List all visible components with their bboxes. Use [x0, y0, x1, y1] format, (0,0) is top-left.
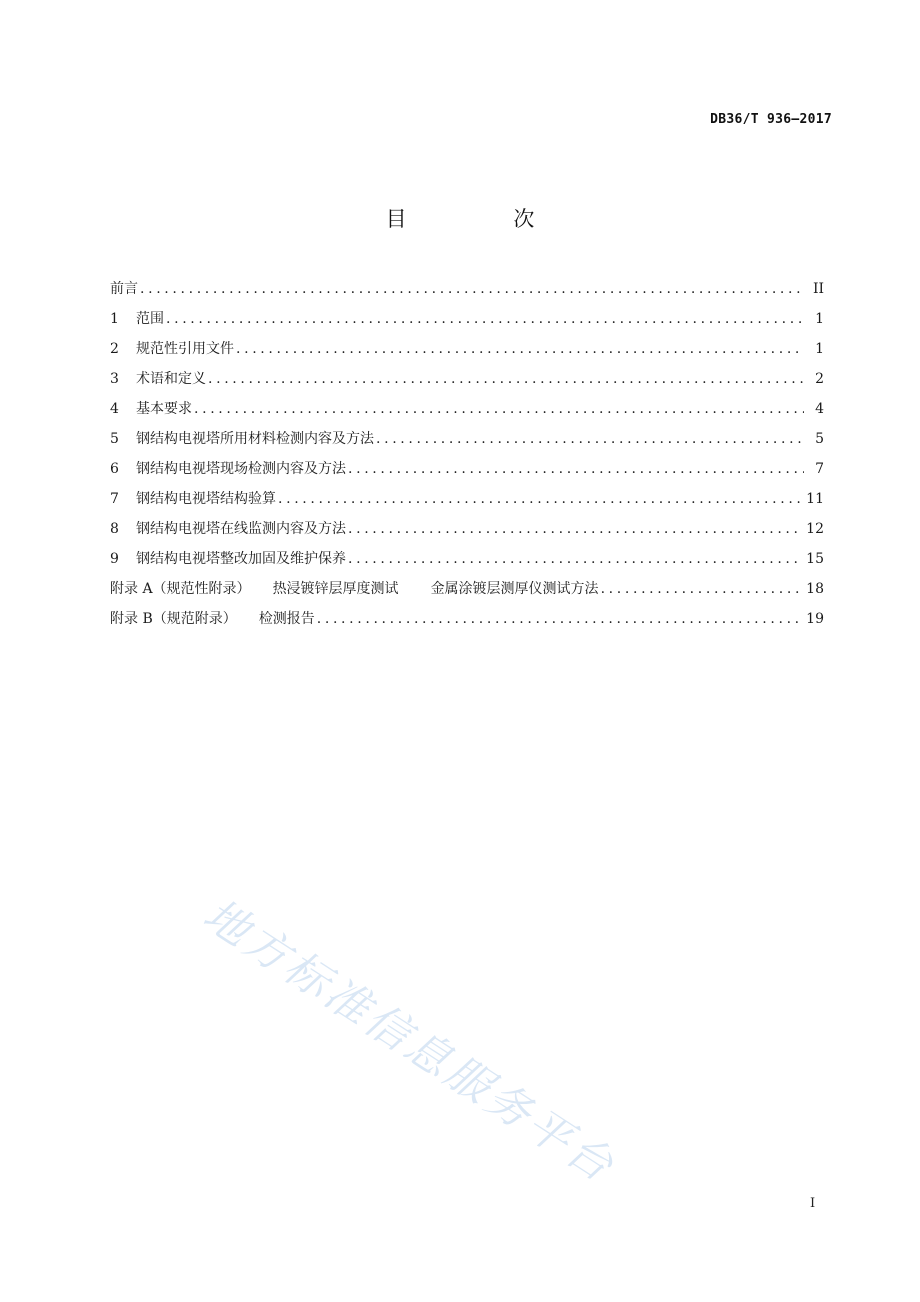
toc-entry-label: 术语和定义: [136, 371, 206, 387]
toc-entry-label: 规范性引用文件: [136, 341, 234, 357]
toc-section-number: 9: [110, 551, 119, 567]
toc-section-number: 2: [110, 341, 119, 357]
toc-page-number: 11: [806, 491, 824, 507]
toc-section-number: 4: [110, 401, 119, 417]
toc-section-number: 6: [110, 461, 119, 477]
toc-entry-9[interactable]: [110, 548, 824, 578]
toc-page-number: 7: [815, 461, 824, 477]
toc-entry-label: [110, 608, 315, 630]
toc-leader-dots: [317, 608, 800, 630]
toc-page-number: 18: [806, 581, 824, 597]
toc-leader-dots: [278, 488, 800, 510]
toc-entry-foreword[interactable]: [110, 278, 824, 308]
appendix-title: 热浸镀锌层厚度测试: [272, 581, 399, 597]
document-code: DB36/T 936—2017: [710, 112, 832, 127]
toc-entry-label: 前言: [110, 281, 138, 297]
toc-page-number: 19: [806, 611, 824, 627]
appendix-title: 检测报告: [258, 611, 315, 627]
toc-page-number: 4: [815, 401, 824, 417]
toc-entry-appendix-a[interactable]: [110, 578, 824, 608]
toc-entry-appendix-b[interactable]: [110, 608, 824, 638]
toc-entry-5[interactable]: [110, 428, 824, 458]
toc-leader-dots: [376, 428, 804, 450]
toc-entry-6[interactable]: [110, 458, 824, 488]
toc-entry-2[interactable]: [110, 338, 824, 368]
toc-leader-dots: [348, 458, 804, 480]
toc-section-number: 3: [110, 371, 119, 387]
appendix-subtitle: 金属涂镀层测厚仪测试方法: [430, 581, 599, 597]
watermark: 地方标准信息服务平台: [194, 889, 625, 1194]
toc-leader-dots: [236, 338, 804, 360]
toc-leader-dots: [348, 548, 800, 570]
toc-entry-label: 钢结构电视塔结构验算: [136, 491, 276, 507]
toc-leader-dots: [348, 518, 800, 540]
toc-leader-dots: [166, 308, 804, 330]
toc-section-number: 5: [110, 431, 119, 447]
toc-entry-8[interactable]: [110, 518, 824, 548]
toc-page-number: 1: [815, 311, 824, 327]
page-title: 目 次: [385, 207, 585, 231]
toc-entry-label: 钢结构电视塔现场检测内容及方法: [136, 461, 346, 477]
toc-entry-label: [110, 578, 599, 600]
toc-entry-7[interactable]: [110, 488, 824, 518]
toc-entry-4[interactable]: [110, 398, 824, 428]
toc-page-number: 1: [815, 341, 824, 357]
toc-entry-label: 范围: [136, 311, 164, 327]
appendix-label: 附录 B（规范附录）: [110, 611, 237, 627]
toc-leader-dots: [194, 398, 804, 420]
toc-leader-dots: [601, 578, 801, 600]
toc-section-number: 1: [110, 311, 119, 327]
toc-leader-dots: [208, 368, 804, 390]
toc-page-number: 5: [815, 431, 824, 447]
toc-page-number: 2: [815, 371, 824, 387]
toc-entry-label: 钢结构电视塔所用材料检测内容及方法: [136, 431, 374, 447]
toc-section-number: 7: [110, 491, 119, 507]
toc-page-number: 15: [806, 551, 824, 567]
toc-entry-1[interactable]: [110, 308, 824, 338]
table-of-contents: [110, 278, 824, 638]
page-number: I: [810, 1196, 816, 1211]
toc-leader-dots: [140, 278, 804, 300]
toc-entry-3[interactable]: [110, 368, 824, 398]
appendix-label: 附录 A（规范性附录）: [110, 581, 251, 597]
toc-entry-label: 基本要求: [136, 401, 192, 417]
toc-section-number: 8: [110, 521, 119, 537]
toc-entry-label: 钢结构电视塔在线监测内容及方法: [136, 521, 346, 537]
toc-page-number: II: [812, 281, 824, 297]
toc-entry-label: 钢结构电视塔整改加固及维护保养: [136, 551, 346, 567]
toc-page-number: 12: [806, 521, 824, 537]
